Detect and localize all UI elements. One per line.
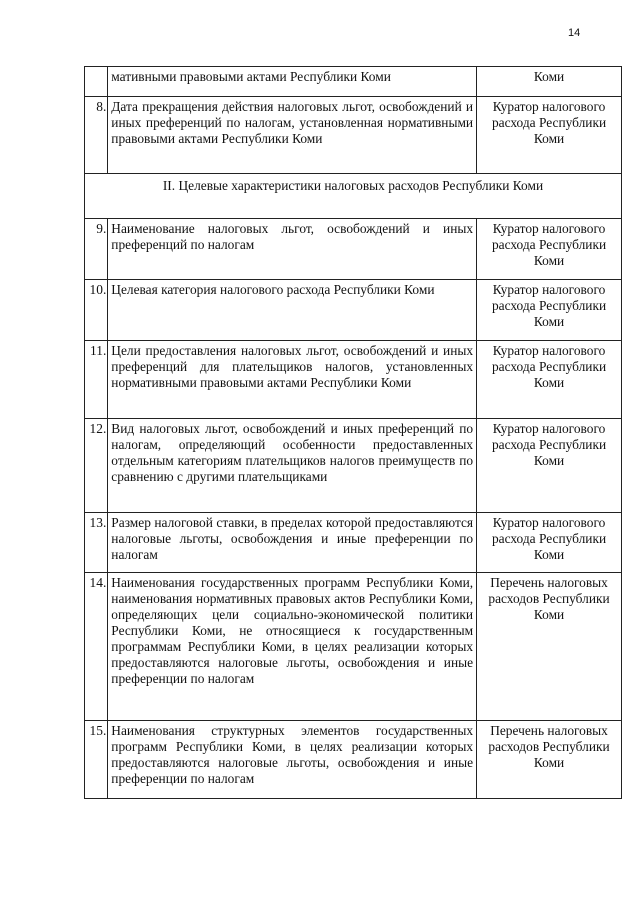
row-data-source: Коми — [477, 67, 622, 97]
row-description: Размер налоговой ставки, в пределах которой предоставляются налоговые льготы, освобождения и иные преференции по налогам — [108, 513, 477, 573]
row-number: 14. — [85, 573, 108, 721]
row-number: 8. — [85, 97, 108, 174]
row-description: Цели предоставления налоговых льгот, освобождений и иных преференций для плательщиков налогов, установленных нормативными правовыми актами Республики Коми — [108, 341, 477, 419]
row-data-source: Куратор налогового расхода Республики Коми — [477, 419, 622, 513]
row-data-source: Куратор налогового расхода Республики Коми — [477, 219, 622, 280]
row-description: Дата прекращения действия налоговых льгот, освобождений и иных преференций по налогам, установленная нормативными правовыми актами Республики Коми — [108, 97, 477, 174]
row-data-source: Перечень налоговых расходов Республики Коми — [477, 721, 622, 799]
row-description: Наименования структурных элементов государственных программ Республики Коми, в целях реализации которых предоставляются налоговые льготы, освобождения и иные преференции по налогам — [108, 721, 477, 799]
page-number: 14 — [568, 27, 581, 39]
row-data-source: Куратор налогового расхода Республики Коми — [477, 341, 622, 419]
row-number: 9. — [85, 219, 108, 280]
row-number: 11. — [85, 341, 108, 419]
row-description: Целевая категория налогового расхода Республики Коми — [108, 280, 477, 341]
table-row — [85, 280, 622, 341]
row-number — [85, 67, 108, 97]
table-row — [85, 219, 622, 280]
row-description: мативными правовыми актами Республики Коми — [108, 67, 477, 97]
row-data-source: Перечень налоговых расходов Республики Коми — [477, 573, 622, 721]
section-title: II. Целевые характеристики налоговых расходов Республики Коми — [85, 174, 622, 219]
row-data-source: Куратор налогового расхода Республики Коми — [477, 513, 622, 573]
row-number: 10. — [85, 280, 108, 341]
table-row — [85, 67, 622, 97]
table-row — [85, 513, 622, 573]
row-data-source: Куратор налогового расхода Республики Коми — [477, 280, 622, 341]
row-number: 12. — [85, 419, 108, 513]
row-number: 15. — [85, 721, 108, 799]
table-row — [85, 419, 622, 513]
table-row — [85, 97, 622, 174]
row-description: Наименование налоговых льгот, освобождений и иных преференций по налогам — [108, 219, 477, 280]
table-row — [85, 573, 622, 721]
table-row — [85, 721, 622, 799]
table-row — [85, 341, 622, 419]
row-description: Наименования государственных программ Республики Коми, наименования нормативных правовых актов Республики Коми, определяющих цели социально-экономической политики Республики Коми, не относящиеся к государственным программам Республики Коми, в целях реализации которых предоставляются налоговые льготы, освобождения и иные преференции по налогам — [108, 573, 477, 721]
row-description: Вид налоговых льгот, освобождений и иных преференций по налогам, определяющий особенности предоставленных отдельным категориям плательщиков налогов преимуществ по сравнению с другими плательщиками — [108, 419, 477, 513]
tax-expense-characteristics-table — [84, 66, 622, 799]
section-header-row — [85, 174, 622, 219]
row-number: 13. — [85, 513, 108, 573]
row-data-source: Куратор налогового расхода Республики Коми — [477, 97, 622, 174]
